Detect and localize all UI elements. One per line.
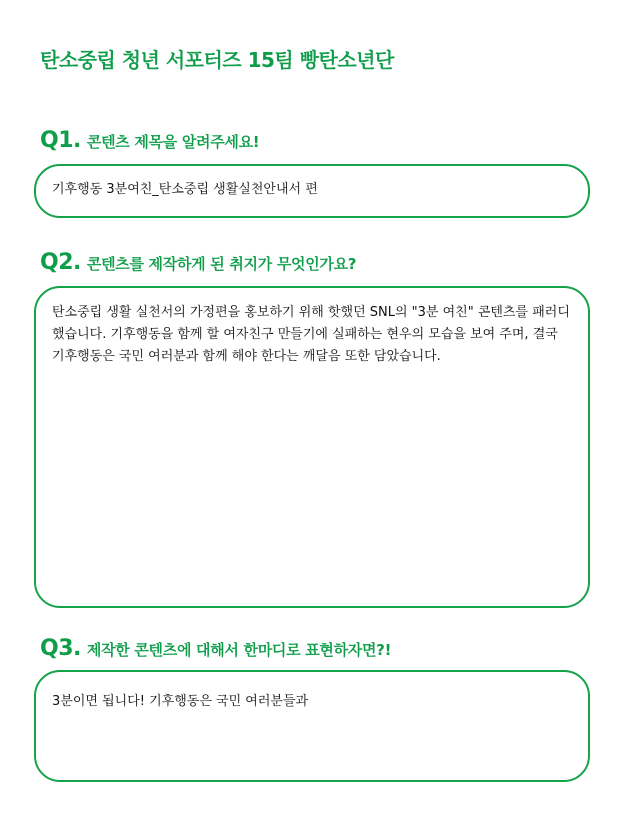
answer-2-text: 탄소중립 생활 실천서의 가정편을 홍보하기 위해 핫했던 SNL의 "3분 여친" 콘텐츠를 패러디했습니다. 기후행동을 함께 할 여자친구 만들기에 실패하는 현우의 모습을 보여 주며, 결국 기후행동은 국민 여러분과 함께 해야 한다는 깨달음 또한 담았습니다. [52, 305, 570, 364]
answer-1-box[interactable] [34, 164, 590, 218]
question-1-text: 콘텐츠 제목을 알려주세요! [86, 133, 260, 151]
answer-3-box[interactable] [34, 670, 590, 782]
question-3-text: 제작한 콘텐츠에 대해서 한마디로 표현하자면?! [86, 641, 392, 659]
question-3-number: Q3. [40, 636, 81, 661]
question-2-heading [40, 250, 356, 275]
question-2-text: 콘텐츠를 제작하게 된 취지가 무엇인가요? [86, 255, 357, 273]
question-1-number: Q1. [40, 128, 81, 153]
answer-2-box[interactable] [34, 286, 590, 608]
question-2-number: Q2. [40, 250, 81, 275]
answer-3-text: 3분이면 됩니다! 기후행동은 국민 여러분들과 [52, 694, 309, 709]
page-title: 탄소중립 청년 서포터즈 15팀 빵탄소년단 [40, 48, 394, 72]
question-1-heading [40, 128, 259, 153]
answer-1-text: 기후행동 3분여친_탄소중립 생활실천안내서 편 [52, 182, 318, 197]
question-3-heading [40, 636, 391, 661]
